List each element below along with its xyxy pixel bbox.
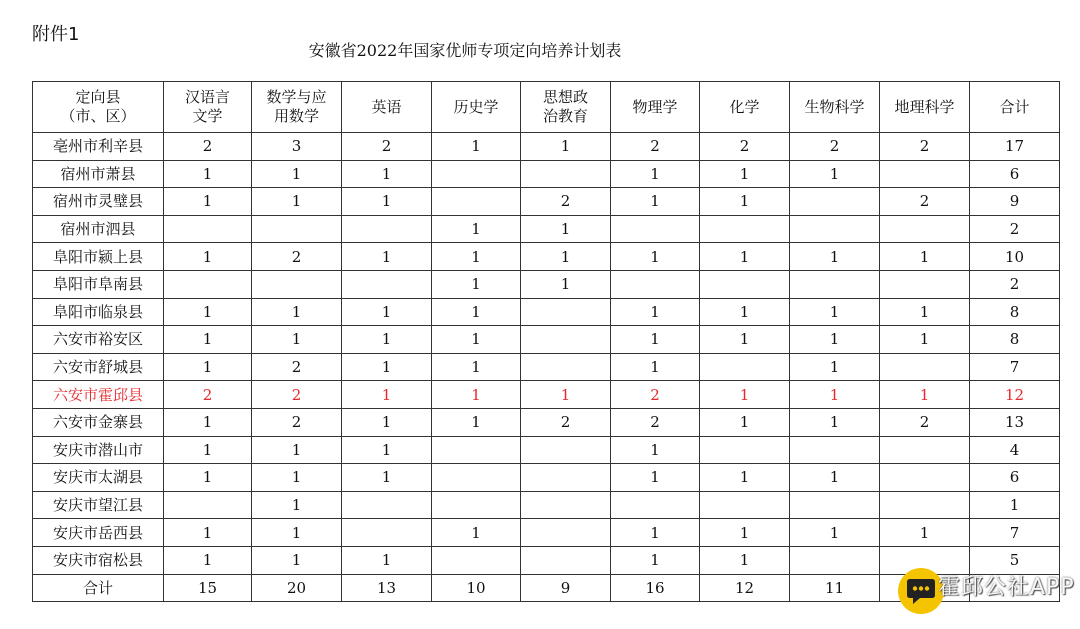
quota-cell: 1 <box>432 270 521 298</box>
column-header: 英语 <box>342 82 432 133</box>
quota-cell: 4 <box>970 436 1060 464</box>
quota-cell: 2 <box>342 133 432 161</box>
quota-cell: 5 <box>970 546 1060 574</box>
quota-cell: 1 <box>164 408 252 436</box>
quota-cell <box>342 519 432 547</box>
county-cell: 宿州市萧县 <box>33 160 164 188</box>
quota-cell: 1 <box>790 326 880 354</box>
quota-cell <box>880 491 970 519</box>
quota-cell: 1 <box>342 160 432 188</box>
quota-cell: 1 <box>432 326 521 354</box>
quota-cell: 1 <box>342 353 432 381</box>
quota-cell <box>252 270 342 298</box>
quota-cell <box>880 270 970 298</box>
quota-cell: 12 <box>970 381 1060 409</box>
quota-cell: 1 <box>342 298 432 326</box>
quota-cell: 1 <box>790 519 880 547</box>
quota-cell <box>432 464 521 492</box>
table-row <box>33 353 1060 381</box>
county-cell: 安庆市望江县 <box>33 491 164 519</box>
county-cell: 合计 <box>33 574 164 602</box>
quota-cell: 6 <box>970 160 1060 188</box>
column-header: 合计 <box>970 82 1060 133</box>
column-header: 数学与应 用数学 <box>252 82 342 133</box>
quota-cell: 2 <box>252 408 342 436</box>
quota-cell: 1 <box>164 436 252 464</box>
quota-cell: 1 <box>342 188 432 216</box>
quota-cell: 1 <box>432 408 521 436</box>
table-row <box>33 270 1060 298</box>
quota-cell: 2 <box>521 408 611 436</box>
quota-cell: 1 <box>432 298 521 326</box>
quota-cell: 1 <box>432 215 521 243</box>
quota-cell <box>521 519 611 547</box>
table-row <box>33 160 1060 188</box>
quota-cell: 1 <box>164 353 252 381</box>
quota-cell <box>521 326 611 354</box>
county-cell: 六安市裕安区 <box>33 326 164 354</box>
quota-cell: 2 <box>611 408 700 436</box>
table-row <box>33 491 1060 519</box>
quota-cell: 1 <box>790 243 880 271</box>
county-cell: 宿州市灵璧县 <box>33 188 164 216</box>
quota-cell <box>521 546 611 574</box>
quota-cell: 1 <box>700 243 790 271</box>
quota-cell: 2 <box>970 270 1060 298</box>
quota-cell <box>790 270 880 298</box>
quota-cell <box>700 215 790 243</box>
quota-cell <box>521 353 611 381</box>
quota-cell: 1 <box>521 381 611 409</box>
quota-cell: 1 <box>342 381 432 409</box>
quota-cell: 11 <box>790 574 880 602</box>
column-header: 生物科学 <box>790 82 880 133</box>
quota-cell: 1 <box>164 160 252 188</box>
quota-cell: 1 <box>521 215 611 243</box>
quota-cell <box>700 491 790 519</box>
quota-cell <box>164 270 252 298</box>
quota-cell: 1 <box>252 546 342 574</box>
county-cell: 阜阳市颍上县 <box>33 243 164 271</box>
quota-cell: 2 <box>252 381 342 409</box>
quota-cell: 2 <box>880 408 970 436</box>
quota-cell: 1 <box>700 326 790 354</box>
quota-cell: 2 <box>164 133 252 161</box>
quota-cell <box>521 160 611 188</box>
quota-cell: 2 <box>164 381 252 409</box>
quota-cell: 9 <box>970 188 1060 216</box>
quota-cell: 1 <box>611 546 700 574</box>
quota-cell <box>790 188 880 216</box>
quota-cell: 2 <box>880 133 970 161</box>
quota-cell <box>790 215 880 243</box>
quota-cell: 1 <box>342 436 432 464</box>
quota-cell: 1 <box>880 326 970 354</box>
quota-cell <box>700 436 790 464</box>
quota-cell: 1 <box>611 519 700 547</box>
quota-cell: 1 <box>611 436 700 464</box>
table-row <box>33 436 1060 464</box>
quota-cell: 1 <box>880 381 970 409</box>
quota-cell <box>790 546 880 574</box>
quota-cell: 1 <box>790 408 880 436</box>
quota-cell: 1 <box>970 491 1060 519</box>
quota-cell: 15 <box>164 574 252 602</box>
quota-cell: 13 <box>970 408 1060 436</box>
column-header: 思想政 治教育 <box>521 82 611 133</box>
quota-cell: 2 <box>611 381 700 409</box>
quota-cell <box>880 160 970 188</box>
quota-cell: 16 <box>611 574 700 602</box>
quota-cell: 1 <box>342 326 432 354</box>
quota-cell: 1 <box>164 298 252 326</box>
quota-cell: 1 <box>252 464 342 492</box>
quota-cell: 1 <box>252 326 342 354</box>
quota-cell <box>700 353 790 381</box>
quota-cell <box>432 546 521 574</box>
quota-cell: 1 <box>880 298 970 326</box>
table-header-row <box>33 82 1060 133</box>
quota-cell: 1 <box>790 353 880 381</box>
quota-cell <box>432 188 521 216</box>
quota-cell: 2 <box>521 188 611 216</box>
quota-cell: 2 <box>252 243 342 271</box>
quota-cell: 9 <box>521 574 611 602</box>
quota-cell <box>164 215 252 243</box>
quota-cell: 1 <box>164 243 252 271</box>
county-cell: 六安市舒城县 <box>33 353 164 381</box>
quota-cell: 1 <box>252 160 342 188</box>
watermark-text: 霍邱公社APP <box>938 575 1075 600</box>
county-cell: 宿州市泗县 <box>33 215 164 243</box>
quota-cell <box>252 215 342 243</box>
quota-cell: 10 <box>970 243 1060 271</box>
quota-cell: 1 <box>252 436 342 464</box>
quota-cell: 1 <box>164 326 252 354</box>
quota-cell: 7 <box>970 353 1060 381</box>
quota-cell: 1 <box>342 408 432 436</box>
watermark <box>898 566 1078 628</box>
quota-cell: 7 <box>970 519 1060 547</box>
quota-cell: 1 <box>700 381 790 409</box>
table-row <box>33 133 1060 161</box>
county-cell: 安庆市岳西县 <box>33 519 164 547</box>
county-cell: 安庆市太湖县 <box>33 464 164 492</box>
quota-cell <box>880 464 970 492</box>
quota-cell <box>342 491 432 519</box>
quota-cell: 1 <box>700 519 790 547</box>
table-row <box>33 408 1060 436</box>
table-row <box>33 326 1060 354</box>
document-title: 安徽省2022年国家优师专项定向培养计划表 <box>308 41 622 60</box>
quota-cell <box>790 436 880 464</box>
quota-cell: 13 <box>342 574 432 602</box>
county-cell: 六安市霍邱县 <box>33 381 164 409</box>
table-row <box>33 188 1060 216</box>
quota-cell: 1 <box>252 188 342 216</box>
quota-cell: 1 <box>342 464 432 492</box>
plan-table <box>32 81 1060 602</box>
quota-cell <box>611 491 700 519</box>
county-cell: 安庆市潜山市 <box>33 436 164 464</box>
column-header: 历史学 <box>432 82 521 133</box>
quota-cell: 1 <box>611 243 700 271</box>
table-row <box>33 243 1060 271</box>
quota-cell: 1 <box>432 519 521 547</box>
quota-cell: 1 <box>790 381 880 409</box>
quota-cell: 2 <box>970 215 1060 243</box>
quota-cell <box>342 215 432 243</box>
column-header: 化学 <box>700 82 790 133</box>
quota-cell: 2 <box>611 133 700 161</box>
county-cell: 安庆市宿松县 <box>33 546 164 574</box>
quota-cell: 2 <box>700 133 790 161</box>
quota-cell: 1 <box>164 188 252 216</box>
quota-cell: 1 <box>790 464 880 492</box>
quota-cell <box>880 436 970 464</box>
quota-cell: 1 <box>611 188 700 216</box>
quota-cell <box>342 270 432 298</box>
quota-cell <box>880 215 970 243</box>
quota-cell: 3 <box>252 133 342 161</box>
quota-cell <box>521 464 611 492</box>
column-header: 定向县 （市、区） <box>33 82 164 133</box>
quota-cell: 1 <box>342 546 432 574</box>
quota-cell <box>611 215 700 243</box>
quota-cell <box>164 491 252 519</box>
table-row <box>33 298 1060 326</box>
quota-cell: 12 <box>700 574 790 602</box>
quota-cell: 1 <box>521 133 611 161</box>
quota-cell: 1 <box>252 491 342 519</box>
quota-cell: 1 <box>164 519 252 547</box>
column-header: 物理学 <box>611 82 700 133</box>
quota-cell: 8 <box>970 326 1060 354</box>
quota-cell: 1 <box>611 353 700 381</box>
quota-cell: 2 <box>880 188 970 216</box>
quota-cell: 1 <box>880 519 970 547</box>
quota-cell: 1 <box>880 243 970 271</box>
quota-cell: 1 <box>432 353 521 381</box>
quota-cell: 10 <box>432 574 521 602</box>
attachment-label: 附件1 <box>32 24 80 45</box>
quota-cell: 1 <box>790 160 880 188</box>
quota-cell: 8 <box>970 298 1060 326</box>
quota-cell: 6 <box>970 464 1060 492</box>
quota-cell: 1 <box>700 298 790 326</box>
quota-cell: 17 <box>970 133 1060 161</box>
column-header: 汉语言 文学 <box>164 82 252 133</box>
quota-cell: 1 <box>252 519 342 547</box>
quota-cell <box>611 270 700 298</box>
quota-cell <box>521 491 611 519</box>
quota-cell: 1 <box>164 546 252 574</box>
quota-cell: 2 <box>790 133 880 161</box>
table-row <box>33 381 1060 409</box>
quota-cell: 1 <box>611 298 700 326</box>
quota-cell <box>880 353 970 381</box>
quota-cell: 1 <box>700 160 790 188</box>
county-cell: 六安市金寨县 <box>33 408 164 436</box>
quota-cell: 1 <box>432 133 521 161</box>
table-row <box>33 215 1060 243</box>
quota-cell: 1 <box>611 464 700 492</box>
quota-cell: 1 <box>700 546 790 574</box>
quota-cell: 1 <box>164 464 252 492</box>
quota-cell: 1 <box>790 298 880 326</box>
quota-cell: 1 <box>700 408 790 436</box>
quota-cell <box>432 160 521 188</box>
quota-cell <box>521 436 611 464</box>
quota-cell: 1 <box>611 160 700 188</box>
quota-cell: 1 <box>521 270 611 298</box>
quota-cell: 1 <box>700 464 790 492</box>
table-row <box>33 519 1060 547</box>
quota-cell: 1 <box>342 243 432 271</box>
column-header: 地理科学 <box>880 82 970 133</box>
quota-cell <box>700 270 790 298</box>
quota-cell <box>521 298 611 326</box>
county-cell: 阜阳市临泉县 <box>33 298 164 326</box>
quota-cell <box>790 491 880 519</box>
quota-cell <box>432 491 521 519</box>
county-cell: 亳州市利辛县 <box>33 133 164 161</box>
quota-cell: 1 <box>432 381 521 409</box>
quota-cell: 20 <box>252 574 342 602</box>
quota-cell: 1 <box>432 243 521 271</box>
quota-cell: 1 <box>521 243 611 271</box>
quota-cell: 1 <box>700 188 790 216</box>
quota-cell: 2 <box>252 353 342 381</box>
quota-cell: 1 <box>611 326 700 354</box>
table-row <box>33 464 1060 492</box>
quota-cell: 1 <box>252 298 342 326</box>
quota-cell <box>432 436 521 464</box>
county-cell: 阜阳市阜南县 <box>33 270 164 298</box>
